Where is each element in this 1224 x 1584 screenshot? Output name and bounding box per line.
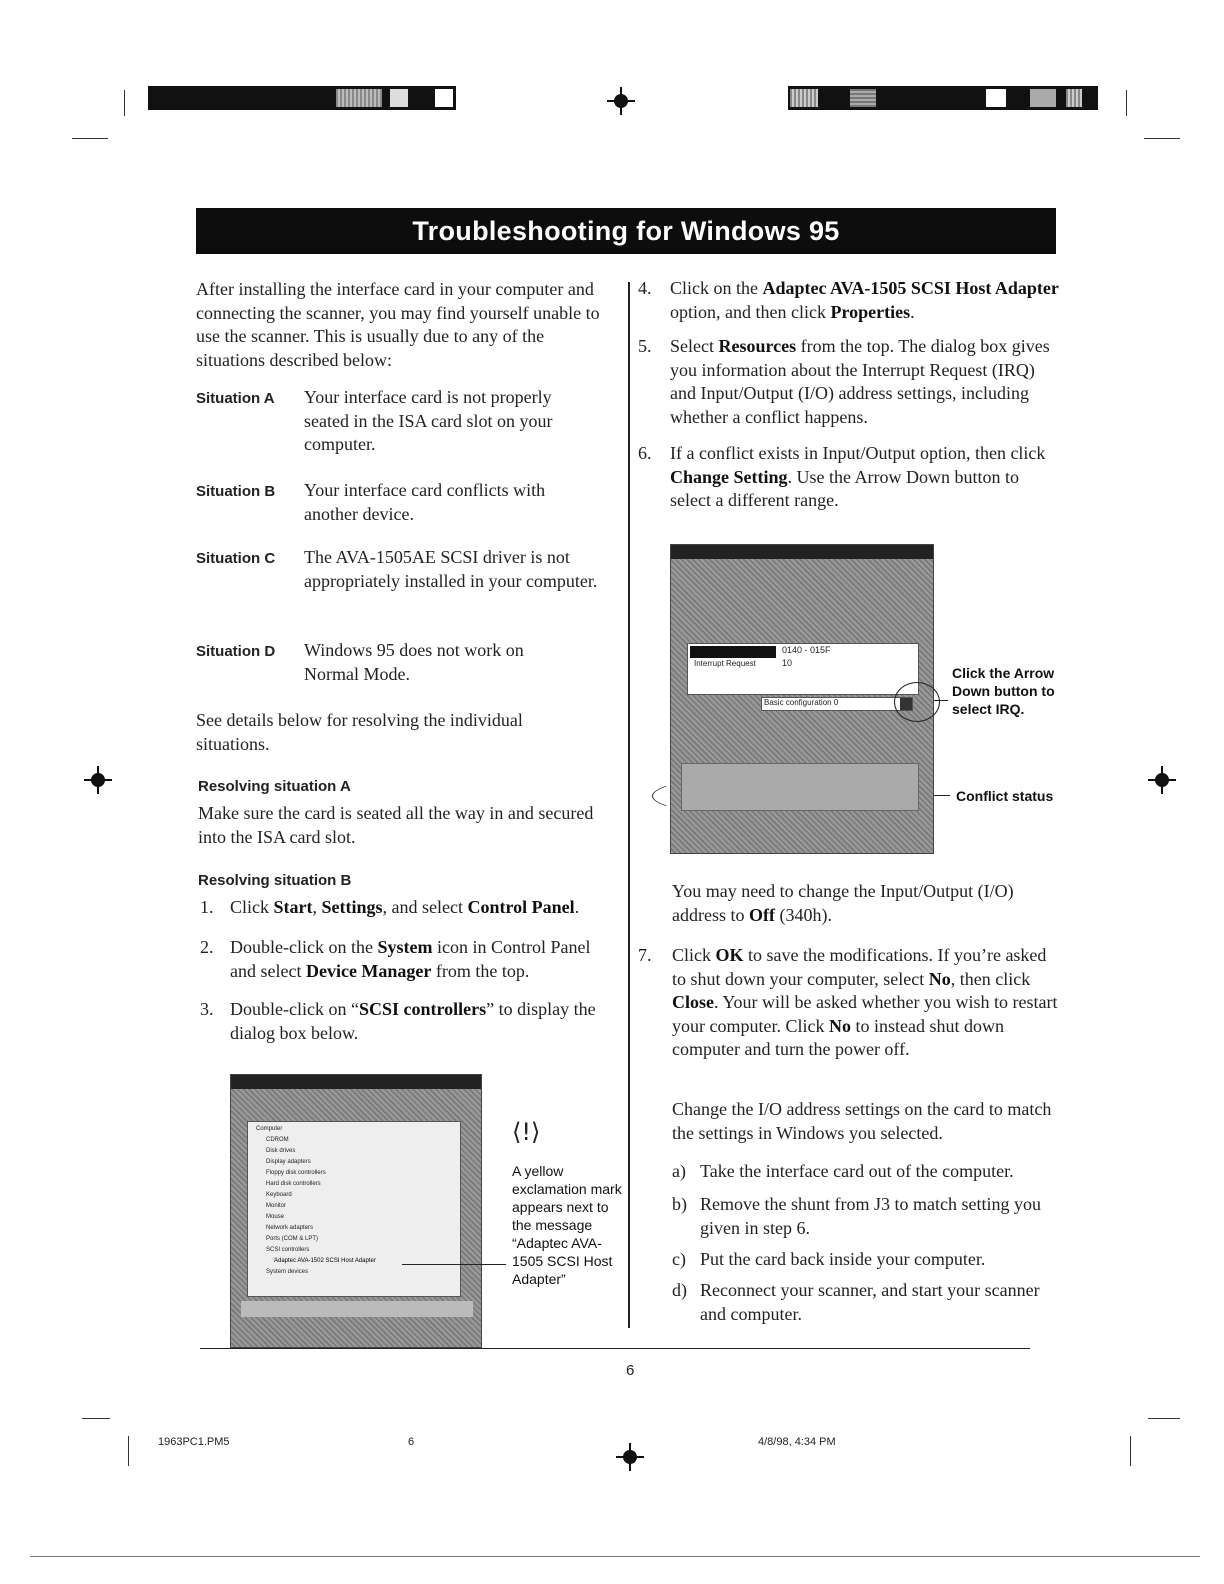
text-run: icon in Control Panel and select xyxy=(230,937,591,981)
device-tree-item[interactable]: Network adapters xyxy=(266,1225,314,1231)
text-run: You may need to change the Input/Output (I/O) address to xyxy=(672,881,1014,925)
io-address-note xyxy=(672,880,1042,927)
crop-mark xyxy=(1148,1418,1180,1419)
resolving-a-heading: Resolving situation A xyxy=(198,778,351,795)
step-5-text xyxy=(670,335,1060,429)
device-tree-item[interactable]: CDROM xyxy=(266,1137,289,1143)
page-title: Troubleshooting for Windows 95 xyxy=(412,216,840,246)
device-tree-item[interactable]: SCSI controllers xyxy=(266,1247,310,1253)
registration-mark-bottom-icon xyxy=(616,1443,644,1471)
text-run: . xyxy=(910,301,915,322)
text-run: option, and then click xyxy=(670,301,831,322)
conflict-callout-line xyxy=(934,795,950,796)
text-run: , xyxy=(312,897,322,917)
exclamation-icon: ⟨!⟩ xyxy=(512,1118,541,1146)
device-tree-item[interactable]: Ports (COM & LPT) xyxy=(266,1236,319,1242)
crop-mark xyxy=(124,90,125,116)
arrow-callout-line xyxy=(934,700,948,701)
crop-mark xyxy=(1144,138,1180,139)
text-run: Double-click on “ xyxy=(230,999,359,1019)
device-tree-item[interactable]: Hard disk controllers xyxy=(266,1181,321,1187)
crop-mark xyxy=(128,1436,129,1466)
bottom-edge-line xyxy=(30,1556,1200,1557)
step-7-text xyxy=(672,944,1060,1062)
footer-file-page: 6 xyxy=(408,1436,415,1448)
irq-label: Interrupt Request xyxy=(694,659,756,668)
bold-term: Off xyxy=(748,904,775,925)
substep-d-text: Reconnect your scanner, and start your scanner and computer. xyxy=(700,1280,1040,1324)
text-run: Select xyxy=(670,336,719,356)
situation-b-label: Situation B xyxy=(196,483,276,500)
device-tree-item[interactable]: Disk drives xyxy=(266,1148,296,1154)
dialog-titlebar xyxy=(231,1075,481,1089)
device-tree-item[interactable]: Mouse xyxy=(266,1214,285,1220)
top-left-print-bar xyxy=(148,86,456,110)
crop-mark xyxy=(1126,90,1127,116)
step-5-number: 5. xyxy=(638,336,652,356)
situation-c-label: Situation C xyxy=(196,550,276,567)
device-tree-item[interactable]: Floppy disk controllers xyxy=(266,1170,326,1176)
step-2-number: 2. xyxy=(200,937,214,957)
device-tree-item[interactable]: Keyboard xyxy=(266,1192,292,1198)
footer-rule xyxy=(200,1348,1030,1349)
top-right-print-bar xyxy=(788,86,1098,110)
bold-term: Close xyxy=(672,992,714,1012)
step-6-text xyxy=(670,442,1060,513)
substep-c-text: Put the card back inside your computer. xyxy=(700,1249,986,1269)
device-tree-item[interactable]: System devices xyxy=(266,1269,309,1275)
substep-a-number: a) xyxy=(672,1161,686,1181)
step-4-text xyxy=(670,277,1060,324)
text-run: to instead shut down computer and turn the power off. xyxy=(672,1015,1004,1059)
situation-a-text: Your interface card is not properly seated in the ISA card slot on your computer. xyxy=(304,387,553,454)
bold-term: Device Manager xyxy=(305,960,432,981)
substep-b-text: Remove the shunt from J3 to match setting you given in step 6. xyxy=(700,1194,1041,1238)
step-4-number: 4. xyxy=(638,278,652,298)
device-tree-item[interactable]: Adaptec AVA-1502 SCSI Host Adapter xyxy=(274,1258,376,1264)
bold-term: Control Panel xyxy=(467,897,575,917)
page-number: 6 xyxy=(626,1362,635,1379)
footer-timestamp: 4/8/98, 4:34 PM xyxy=(758,1436,836,1448)
text-run: Click on the xyxy=(670,278,763,298)
step-1-number: 1. xyxy=(200,897,214,917)
step-6-number: 6. xyxy=(638,443,652,463)
config-dropdown[interactable] xyxy=(761,697,913,711)
step-7-number: 7. xyxy=(638,945,652,965)
situation-d-text: Windows 95 does not work on Normal Mode. xyxy=(304,640,524,684)
text-run: Click xyxy=(672,945,716,965)
device-tree-item[interactable]: Computer xyxy=(256,1126,283,1132)
situation-c-text: The AVA-1505AE SCSI driver is not appropriately installed in your computer. xyxy=(304,547,598,591)
crop-mark xyxy=(72,138,108,139)
step-1-text xyxy=(230,896,620,920)
text-run: Click xyxy=(230,897,274,917)
text-run: Double-click on the xyxy=(230,937,378,957)
device-tree-item[interactable]: Monitor xyxy=(266,1203,287,1209)
bold-term: System xyxy=(377,937,433,957)
see-details-text: See details below for resolving the individual situations. xyxy=(196,710,523,754)
io-range-value: 0140 - 015F xyxy=(782,645,831,655)
bold-term: OK xyxy=(715,945,744,965)
conflict-callout-arc xyxy=(652,772,954,820)
arrow-callout-circle xyxy=(894,682,940,722)
substep-b-number: b) xyxy=(672,1194,687,1214)
device-tree-item[interactable]: Display adapters xyxy=(266,1159,311,1165)
text-run: , and select xyxy=(382,897,468,917)
text-run: ” to display the dialog box below. xyxy=(230,999,596,1043)
device-tree xyxy=(252,1124,376,1278)
device-tree-panel xyxy=(247,1121,461,1297)
bold-term: Adaptec AVA-1505 SCSI Host Adapter xyxy=(762,278,1059,298)
resolving-a-text: Make sure the card is seated all the way in and secured into the ISA card slot. xyxy=(198,803,594,847)
text-run: . xyxy=(574,897,580,917)
resource-list xyxy=(687,643,919,695)
text-run: , then click xyxy=(950,968,1031,989)
crop-mark xyxy=(82,1418,110,1419)
page-title-bar xyxy=(196,208,1056,254)
text-run: to save the modifications. If you’re asked to shut down your computer, select xyxy=(672,945,1047,989)
arrow-down-callout: Click the Arrow Down button to select IRQ. xyxy=(952,665,1055,717)
crop-mark xyxy=(1130,1436,1131,1466)
text-run: (340h). xyxy=(774,904,832,925)
registration-mark-top-icon xyxy=(607,87,635,115)
bold-term: No xyxy=(928,968,951,989)
resolving-b-heading: Resolving situation B xyxy=(198,872,352,889)
bold-term: Change Setting xyxy=(670,466,788,487)
substep-c-number: c) xyxy=(672,1249,686,1269)
bold-term: SCSI controllers xyxy=(358,999,487,1019)
registration-mark-right-icon xyxy=(1148,766,1176,794)
step-3-number: 3. xyxy=(200,999,214,1019)
column-divider xyxy=(628,282,630,1328)
screenshot-caption: A yellow exclamation mark appears next to the message “Adaptec AVA-1505 SCSI Host Adapter” xyxy=(512,1163,622,1287)
intro-paragraph: After installing the interface card in your computer and connecting the scanner, you may find yourself unable to use the scanner. This is usually due to any of the situations described below: xyxy=(196,279,600,370)
step-2-text xyxy=(230,936,620,983)
bold-term: No xyxy=(828,1015,851,1036)
registration-mark-left-icon xyxy=(84,766,112,794)
bold-term: Settings xyxy=(321,897,383,917)
text-run: If a conflict exists in Input/Output option, then click xyxy=(670,443,1046,463)
bold-term: Start xyxy=(273,897,313,917)
conflict-status-callout: Conflict status xyxy=(956,788,1054,804)
step-3-text xyxy=(230,998,620,1045)
device-manager-screenshot xyxy=(230,1074,482,1348)
text-run: . Use the Arrow Down button to select a different range. xyxy=(670,466,1019,510)
change-io-text: Change the I/O address settings on the card to match the settings in Windows you selected. xyxy=(672,1099,1052,1143)
substep-d-number: d) xyxy=(672,1280,687,1300)
irq-value: 10 xyxy=(782,658,793,668)
text-run: from the top. xyxy=(431,960,530,981)
bold-term: Properties xyxy=(830,301,911,322)
situation-a-label: Situation A xyxy=(196,390,275,407)
situation-d-label: Situation D xyxy=(196,643,276,660)
bold-term: Resources xyxy=(718,336,797,356)
callout-leader-line xyxy=(402,1264,506,1265)
text-run: . Your will be asked whether you wish to restart your computer. Click xyxy=(672,992,1058,1036)
text-run: from the top. The dialog box gives you information about the Interrupt Request (IRQ) and Input/Output (I/O) address settings, including whether a conflict happens. xyxy=(670,336,1050,427)
config-dropdown-value: Basic configuration 0 xyxy=(764,698,839,707)
footer-filename: 1963PC1.PM5 xyxy=(158,1436,230,1448)
dialog-buttons-row xyxy=(241,1301,473,1317)
substep-a-text: Take the interface card out of the computer. xyxy=(700,1161,1014,1181)
dialog-titlebar xyxy=(671,545,933,559)
situation-b-text: Your interface card conflicts with another device. xyxy=(304,480,546,524)
